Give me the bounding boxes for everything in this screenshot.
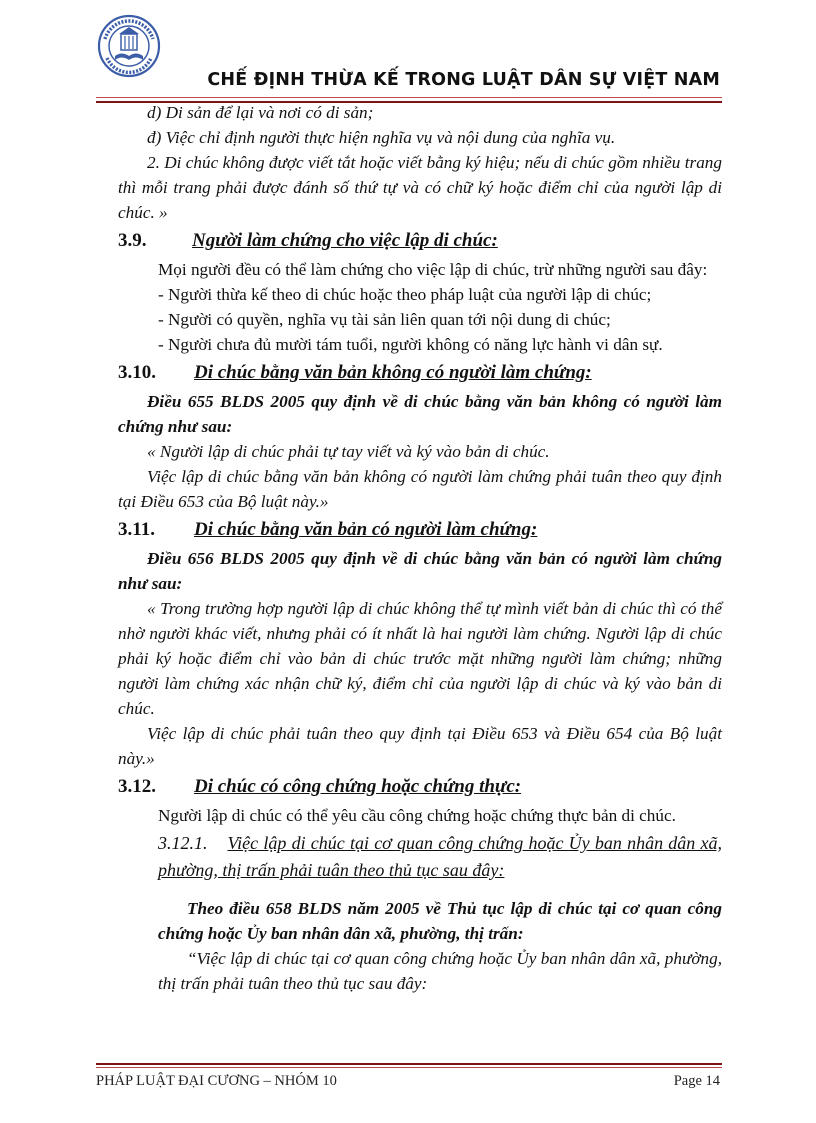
section-heading-3-12 (118, 774, 722, 799)
list-item: - Người thừa kế theo di chúc hoặc theo pháp luật của người lập di chúc; (158, 285, 652, 304)
paragraph-clause-2: 2. Di chúc không được viết tắt hoặc viết bằng ký hiệu; nếu di chúc gồm nhiều trang thì mỗi trang phải được đánh số thứ tự và có chữ ký hoặc điểm chỉ của người lập di chúc. » (118, 153, 722, 222)
section-heading-3-9 (118, 228, 722, 253)
page-content (118, 100, 722, 996)
paragraph-item-d: d) Di sản để lại và nơi có di sản; (147, 103, 374, 122)
quote-paragraph: « Người lập di chúc phải tự tay viết và ký vào bản di chúc. (147, 442, 550, 461)
section-number: 3.10. (118, 362, 156, 383)
paragraph-item-dd: đ) Việc chỉ định người thực hiện nghĩa vụ và nội dung của nghĩa vụ. (147, 128, 616, 147)
footer-course-label: PHÁP LUẬT ĐẠI CƯƠNG – NHÓM 10 (96, 1073, 337, 1089)
section-number: 3.12. (118, 776, 156, 797)
list-item: - Người chưa đủ mười tám tuổi, người không có năng lực hành vi dân sự. (158, 335, 663, 354)
section-lead: Điều 655 BLDS 2005 quy định về di chúc bằng văn bản không có người làm chứng như sau: (118, 392, 722, 436)
section-lead: Điều 656 BLDS 2005 quy định về di chúc bằng văn bản có người làm chứng như sau: (118, 549, 722, 593)
list-item: - Người có quyền, nghĩa vụ tài sản liên quan tới nội dung di chúc; (158, 310, 611, 329)
section-heading-3-10 (118, 360, 722, 385)
header-title: CHẾ ĐỊNH THỪA KẾ TRONG LUẬT DÂN SỰ VIỆT NAM (207, 70, 720, 90)
section-title: Di chúc bằng văn bản có người làm chứng: (194, 519, 538, 540)
section-number: 3.11. (118, 519, 155, 540)
section-title: Di chúc có công chứng hoặc chứng thực: (194, 776, 522, 797)
section-heading-3-11 (118, 517, 722, 542)
quote-paragraph: “Việc lập di chúc tại cơ quan công chứng hoặc Ủy ban nhân dân xã, phường, thị trấn phải tuân theo thủ tục sau đây: (158, 949, 722, 993)
spacer (118, 884, 722, 896)
section-intro: Mọi người đều có thể làm chứng cho việc lập di chúc, trừ những người sau đây: (158, 260, 708, 279)
subsection-heading (158, 830, 722, 884)
subsection-lead: Theo điều 658 BLDS năm 2005 về Thủ tục lập di chúc tại cơ quan công chứng hoặc Ủy ban nhân dân xã, phường, thị trấn: (158, 899, 722, 943)
subsection-title: Việc lập di chúc tại cơ quan công chứng hoặc Ủy ban nhân dân xã, phường, thị trấn phải tuân theo thủ tục sau đây: (158, 833, 722, 880)
quote-paragraph: « Trong trường hợp người lập di chúc không thể tự mình viết bản di chúc thì có thể nhờ người khác viết, nhưng phải có ít nhất là hai người làm chứng. Người lập di chúc phải ký hoặc điểm chỉ vào bản di chúc trước mặt những người làm chứng; những người làm chứng xác nhận chữ ký, điểm chỉ của người lập di chúc và ký vào bản di chúc. (118, 599, 722, 718)
quote-paragraph: Việc lập di chúc phải tuân theo quy định tại Điều 653 và Điều 654 của Bộ luật này.» (118, 724, 722, 768)
footer-divider-thick (96, 1063, 722, 1065)
section-title: Di chúc bằng văn bản không có người làm chứng: (194, 362, 592, 383)
quote-paragraph: Việc lập di chúc bằng văn bản không có người làm chứng phải tuân theo quy định tại Điều 653 của Bộ luật này.» (118, 467, 722, 511)
section-intro: Người lập di chúc có thể yêu cầu công chứng hoặc chứng thực bản di chúc. (158, 806, 676, 825)
footer-divider (96, 1067, 722, 1068)
section-title: Người làm chứng cho việc lập di chúc: (192, 230, 498, 251)
subsection-3-12-1 (118, 830, 722, 884)
page-number: Page 14 (673, 1073, 720, 1089)
university-seal-icon (97, 14, 161, 78)
header-divider (96, 97, 722, 98)
subsection-number: 3.12.1. (158, 833, 208, 853)
section-number: 3.9. (118, 230, 147, 251)
